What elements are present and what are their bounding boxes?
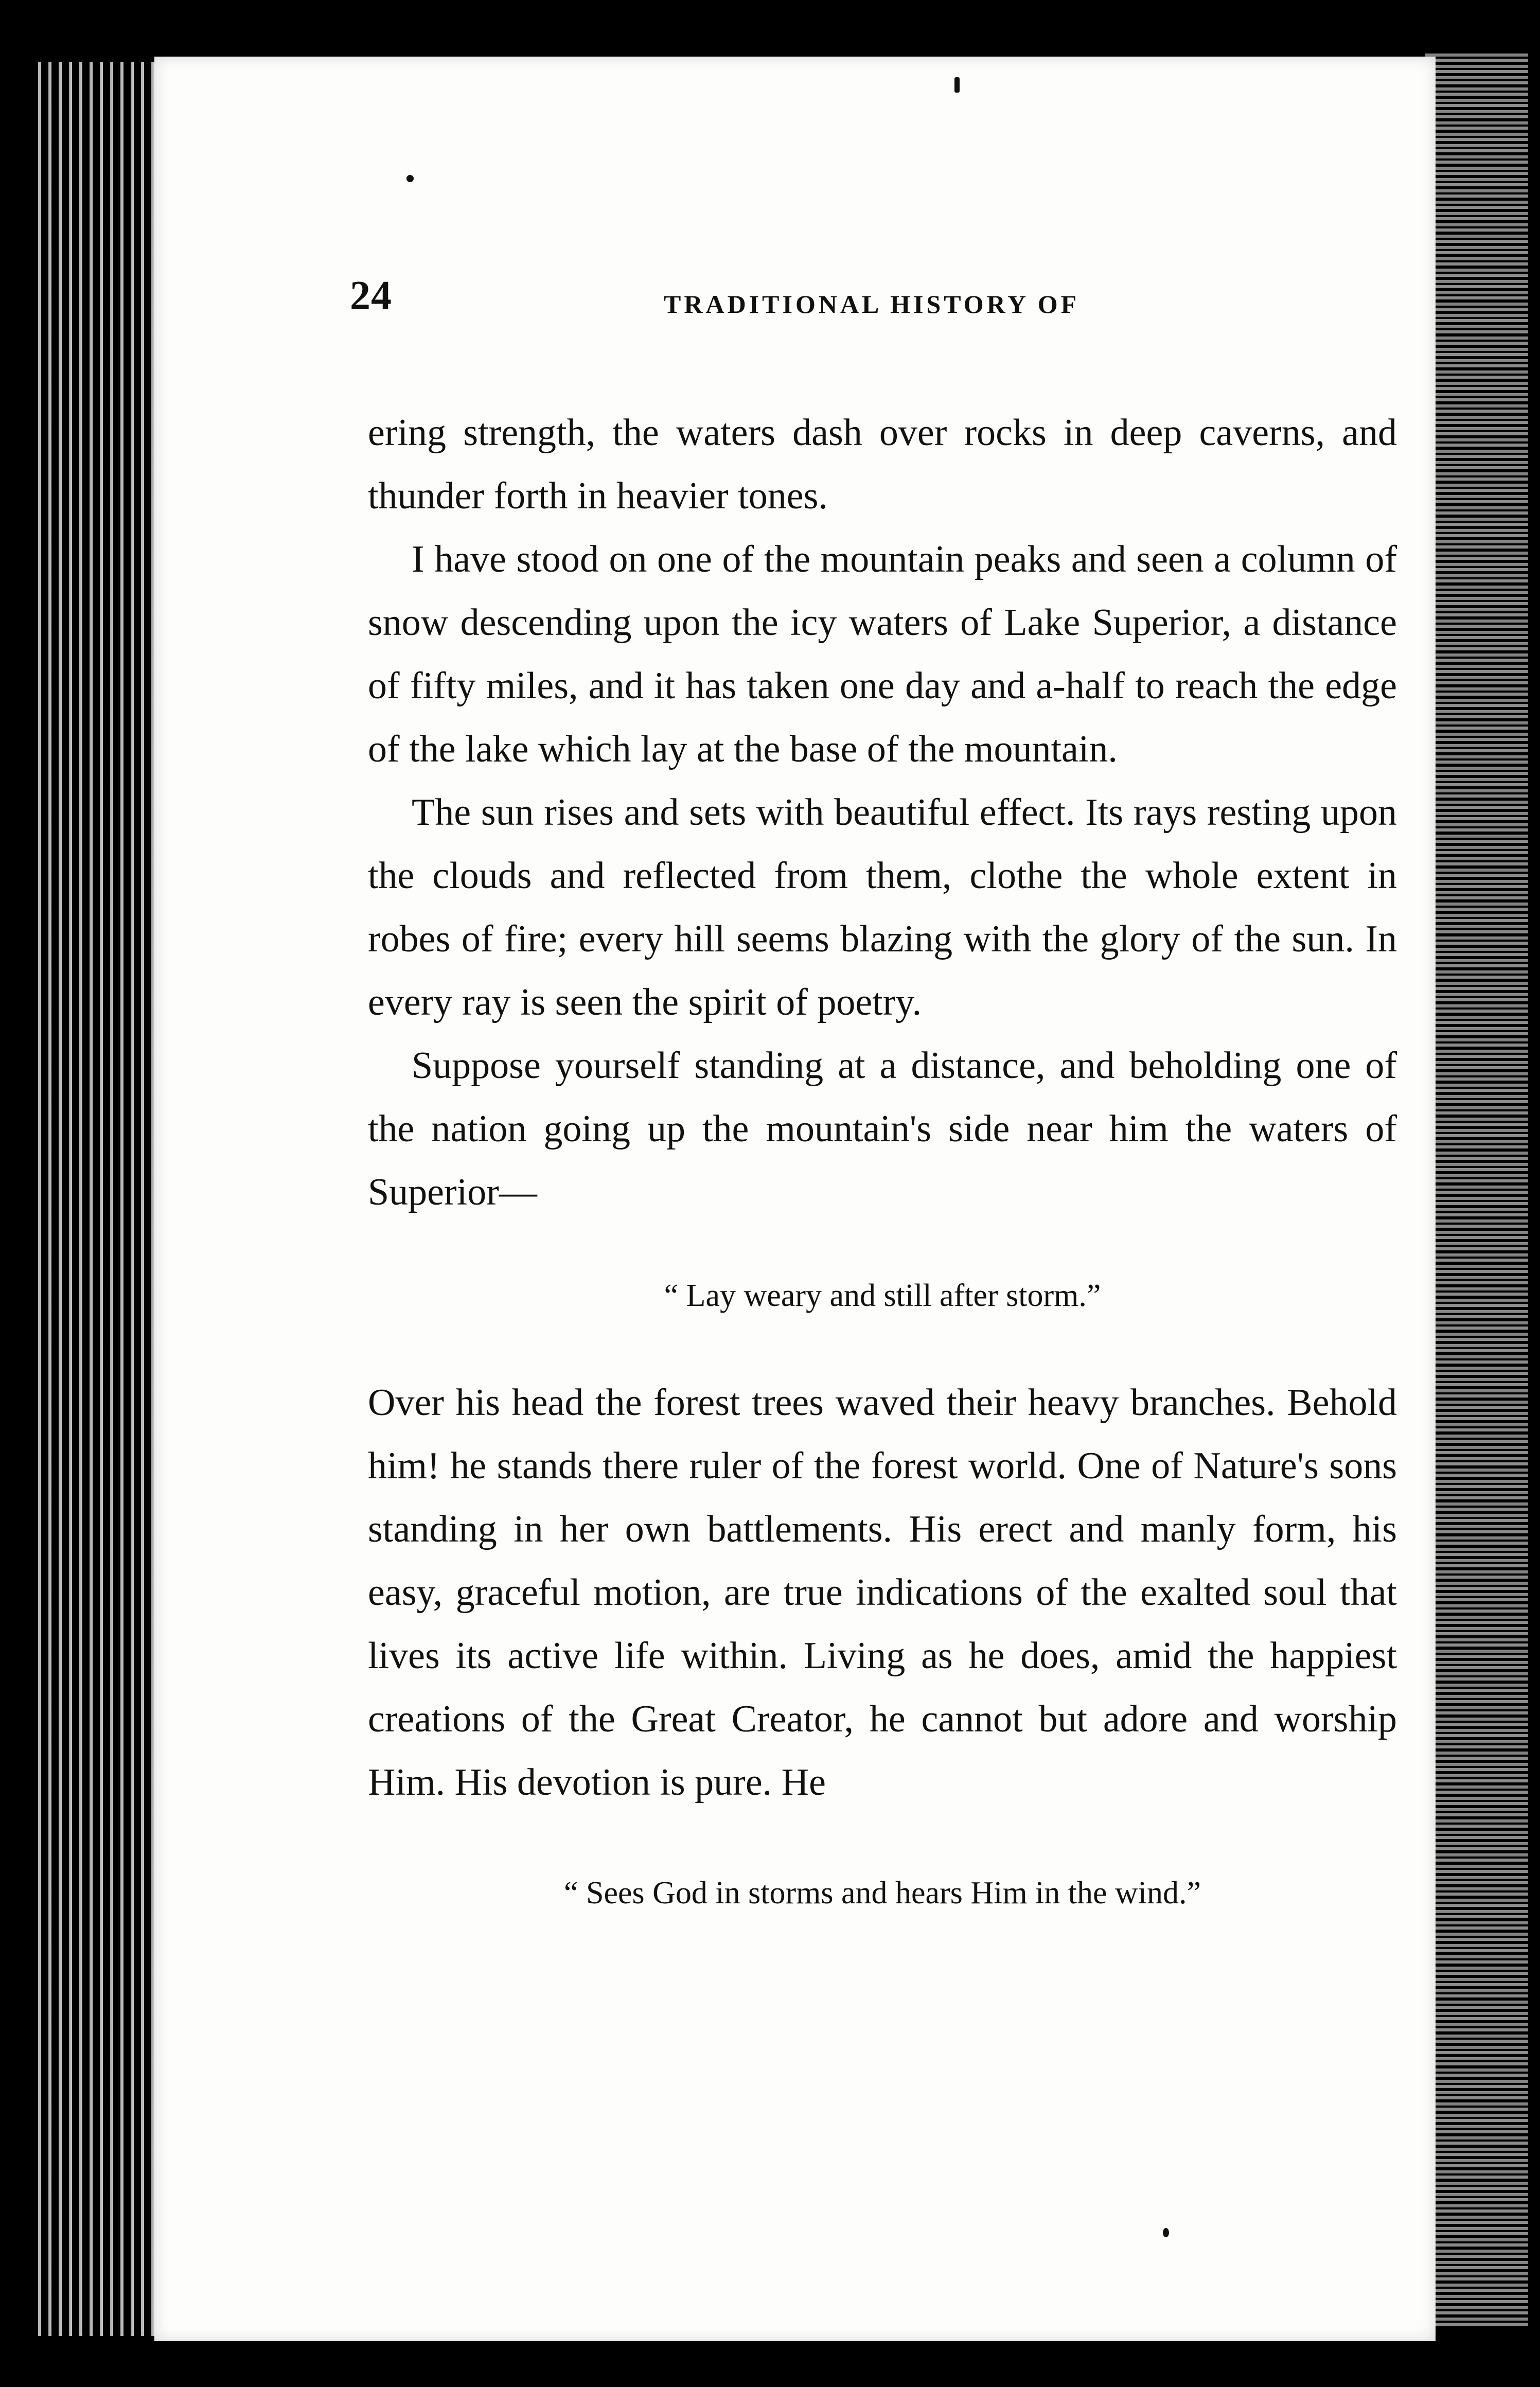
book-edge-left — [31, 62, 165, 2336]
paragraph-2: I have stood on one of the mountain peaks and seen a column of snow descending upon the icy waters of Lake Superior, a distance of fifty miles, and it has taken one day and a-half to reach the edge of the lake which lay at the base of the mountain. — [368, 538, 1397, 770]
paragraph-5: Over his head the forest trees waved their heavy branches. Behold him! he stands there ruler of the forest world. One of Nature's sons standing in her own battlements. His erect and manly form, his easy, graceful motion, are true indications of the exalted soul that lives its active life within. Living as he does, amid the happiest creations of the Great Creator, he cannot but adore and worship Him. His devotion is pure. He — [368, 1382, 1397, 1803]
block-quote-1: “ Lay weary and still after storm.” — [664, 1278, 1101, 1313]
ink-speck — [406, 175, 414, 182]
block-quote-2: “ Sees God in storms and hears Him in the wind.” — [563, 1876, 1201, 1911]
book-edge-right — [1425, 51, 1528, 2326]
paragraph-4: Suppose yourself standing at a distance, and beholding one of the nation going up the mountain's side near him the waters of Superior— — [368, 1045, 1397, 1213]
book-page — [154, 57, 1436, 2341]
running-title: TRADITIONAL HISTORY OF — [664, 290, 1080, 319]
paragraph-1: ering strength, the waters dash over rocks in deep caverns, and thunder forth in heavier tones. — [368, 412, 1397, 517]
ink-speck — [954, 77, 960, 93]
page-header — [154, 273, 1436, 334]
page-body — [368, 401, 1397, 1969]
paragraph-3: The sun rises and sets with beautiful effect. Its rays resting upon the clouds and reflected from them, clothe the whole extent in robes of fire; every hill seems blazing with the glory of the sun. In every ray is seen the spirit of poetry. — [368, 791, 1397, 1023]
ink-speck — [1163, 2228, 1169, 2237]
page-number: 24 — [350, 273, 392, 319]
